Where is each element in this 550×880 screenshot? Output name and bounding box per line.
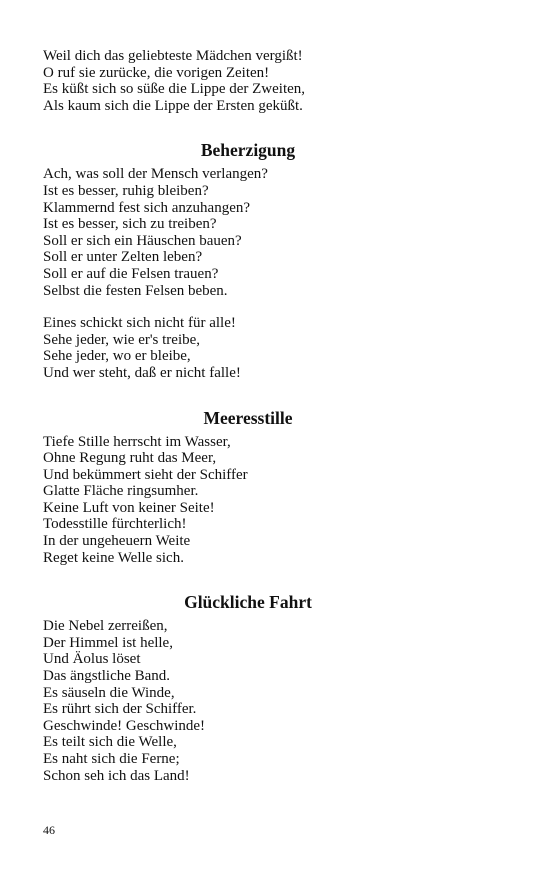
poem-line: Die Nebel zerreißen,: [43, 618, 168, 635]
poem-line: Ist es besser, ruhig bleiben?: [43, 182, 209, 199]
poem-line: Es rührt sich der Schiffer.: [43, 701, 197, 718]
poem-line: Ach, was soll der Mensch verlangen?: [43, 166, 268, 183]
poem-line: Der Himmel ist helle,: [43, 634, 173, 651]
poem-line: Und Äolus löset: [43, 651, 141, 668]
poem-line: Sehe jeder, wie er's treibe,: [43, 331, 201, 348]
poem-line: Todesstille fürchterlich!: [43, 516, 187, 533]
poem-line: Reget keine Welle sich.: [43, 549, 184, 566]
poem-line: Soll er unter Zelten leben?: [43, 249, 203, 266]
intro-stanza: [43, 48, 463, 114]
poem-line: Das ängstliche Band.: [43, 668, 171, 685]
poem-line: Glatte Fläche ringsumher.: [43, 483, 199, 500]
poem-title: Meeresstille: [203, 407, 293, 428]
poem-line: Keine Luft von keiner Seite!: [43, 499, 215, 516]
poem-line: Selbst die festen Felsen beben.: [43, 282, 228, 299]
page-number: 46: [43, 823, 55, 837]
poem-line: Und bekümmert sieht der Schiffer: [43, 466, 248, 483]
poem-stanza: [43, 618, 463, 784]
poem-line: In der ungeheuern Weite: [43, 533, 191, 550]
poem-line: Ohne Regung ruht das Meer,: [43, 450, 217, 467]
poem-line: Eines schickt sich nicht für alle!: [43, 315, 236, 332]
poem-line: Geschwinde! Geschwinde!: [43, 717, 206, 734]
poem-line: Es säuseln die Winde,: [43, 684, 175, 701]
poem-title: Beherzigung: [200, 140, 296, 161]
poem-title: Glückliche Fahrt: [184, 592, 312, 613]
poem-line: O ruf sie zurücke, die vorigen Zeiten!: [43, 64, 270, 81]
poem-line: Es teilt sich die Welle,: [43, 734, 177, 751]
poem-stanza: [43, 434, 463, 567]
poem-line: Es naht sich die Ferne;: [43, 751, 180, 767]
poem-stanza: [43, 315, 463, 381]
page-content: [43, 48, 463, 784]
poem-stanza: [43, 166, 463, 299]
poem-line: Soll er sich ein Häuschen bauen?: [43, 232, 242, 249]
stanza-gap: [43, 299, 463, 315]
poem-line: Und wer steht, daß er nicht falle!: [43, 364, 241, 381]
poem-line: Weil dich das geliebteste Mädchen vergißt!: [43, 48, 303, 64]
poem-line: Klammernd fest sich anzuhangen?: [43, 199, 251, 216]
poem-line: Es küßt sich so süße die Lippe der Zweiten,: [43, 81, 306, 98]
poem-line: Tiefe Stille herrscht im Wasser,: [43, 433, 231, 450]
poem-line: Schon seh ich das Land!: [43, 767, 190, 784]
poem-line: Sehe jeder, wo er bleibe,: [43, 348, 191, 365]
poem-line: Soll er auf die Felsen trauen?: [43, 265, 219, 282]
poem-line: Als kaum sich die Lippe der Ersten geküßt.: [43, 97, 303, 114]
poem-line: Ist es besser, sich zu treiben?: [43, 216, 217, 233]
